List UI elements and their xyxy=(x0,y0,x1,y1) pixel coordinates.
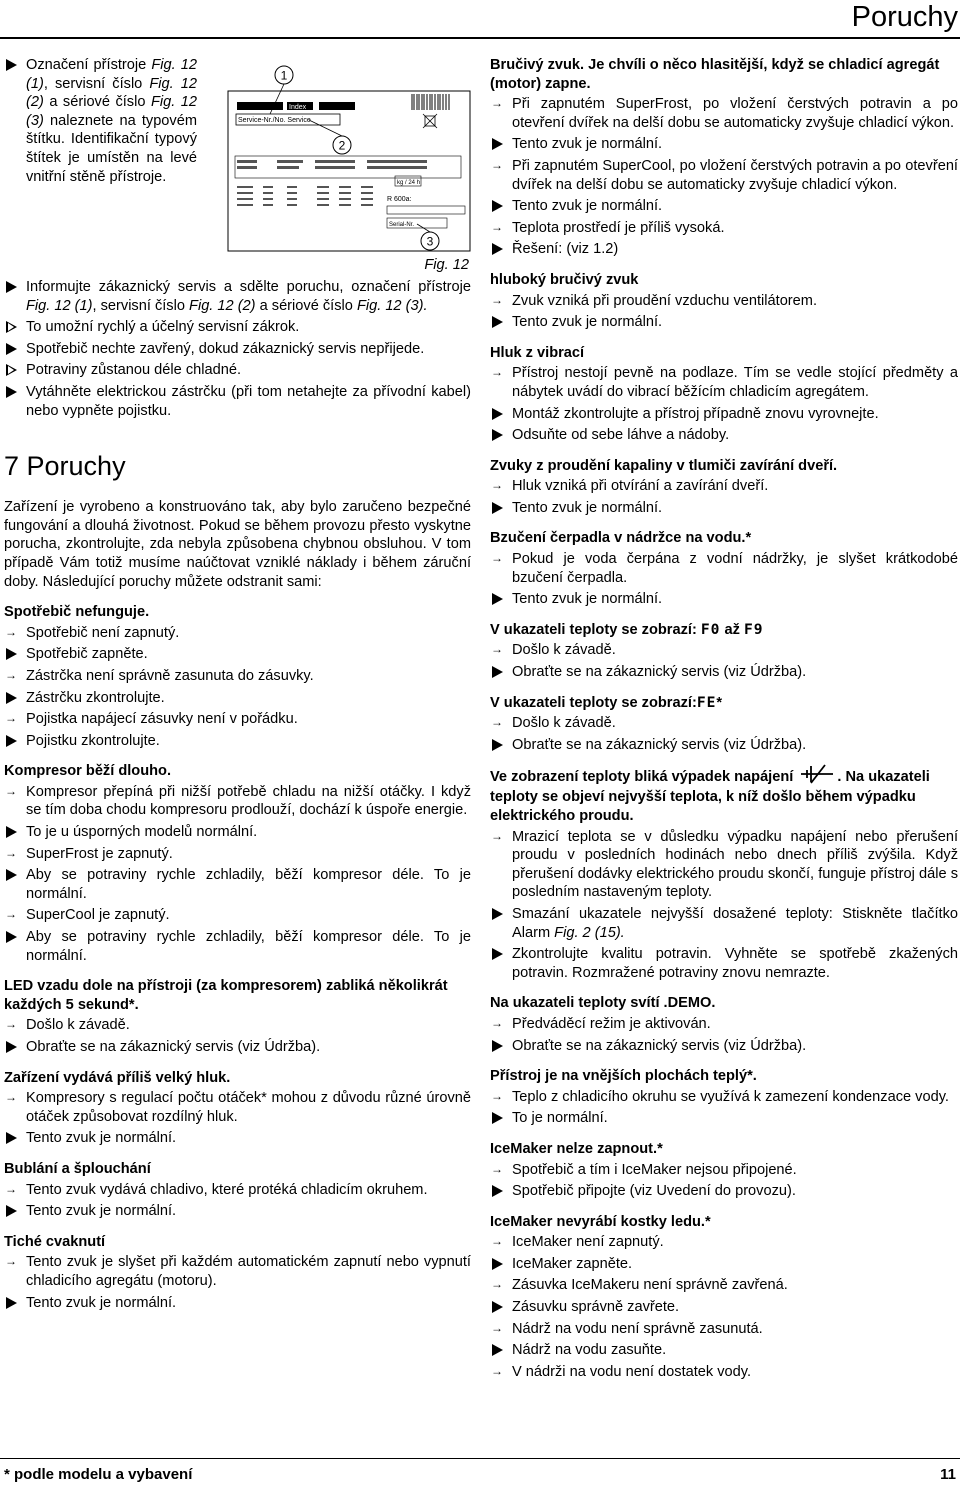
action-bullet-icon xyxy=(490,240,510,259)
power-failure-icon xyxy=(799,763,835,785)
section-intro: Zařízení je vyrobeno a konstruováno tak, aby bylo zaručeno bezpečné fungování a dlouhá životnost. Pokud se během provozu přesto vyskytne porucha, zkontrolujte, zda nebyla způsobena chybnou obsluhou. V tom případě Vám totiž musíme naúčtovat vzniklé náklady i během záruční doby. Následující poruchy můžete odstranit sami: xyxy=(4,499,471,590)
action-item xyxy=(490,499,958,518)
cause-item xyxy=(490,95,958,132)
item-text: Tento zvuk je slyšet při každém automatickém zapnutí nebo vypnutí chladicího agregátu (motoru). xyxy=(26,1254,471,1289)
action-item xyxy=(490,1341,958,1360)
problem-heading: Zvuky z proudění kapaliny v tlumiči zavírání dveří. xyxy=(490,457,838,474)
action-item xyxy=(490,736,958,755)
result-triangle-icon xyxy=(4,361,24,380)
action-bullet-icon xyxy=(490,426,510,445)
action-item xyxy=(490,1109,958,1128)
item-text: To umožní rychlý a účelný servisní zákrok. xyxy=(26,319,300,336)
section-heading: 7 Poruchy xyxy=(4,451,126,482)
action-item xyxy=(490,663,958,682)
action-bullet-icon xyxy=(490,499,510,518)
cause-arrow-icon xyxy=(490,1233,510,1252)
problem-heading: Spotřebič nefunguje. xyxy=(4,604,150,621)
figure-reference: Fig. 12 (1) xyxy=(26,57,197,92)
item-text: Spotřebič nechte zavřený, dokud zákaznický servis nepřijede. xyxy=(26,340,425,357)
action-bullet-icon xyxy=(4,866,24,885)
cause-item xyxy=(490,1276,958,1295)
left-instructions xyxy=(4,278,471,420)
item-text: Teplota prostředí je příliš vysoká. xyxy=(512,219,725,236)
problem-heading: Ve zobrazení teploty bliká výpadek napájení . Na ukazateli teploty se objeví nejvyšší teplota, k níž došlo během výpadku elektrického proudu. xyxy=(490,766,958,825)
action-item xyxy=(4,1202,471,1221)
item-text: Zkontrolujte kvalitu potravin. Vyhněte se spotřebě zkažených potravin. Rozmražené potraviny znovu nemrazte. xyxy=(512,946,958,981)
item-text: Kompresor přepíná při nižší potřebě chladu na nižší otáčky. I když se tím doba chodu kompresoru prodlouží, dochází k úspoře energie. xyxy=(26,783,471,819)
error-code: FE xyxy=(696,693,717,711)
result-triangle-icon xyxy=(4,318,24,337)
action-bullet-icon xyxy=(4,689,24,708)
item-text: Smazání ukazatele nejvyšší dosažené teploty: Stiskněte tlačítko Alarm Fig. 2 (15). xyxy=(512,905,958,941)
type-plate-figure xyxy=(4,56,471,278)
item-text: IceMaker není zapnutý. xyxy=(512,1234,664,1251)
item-text: Tento zvuk je normální. xyxy=(512,499,663,516)
page-number: 11 xyxy=(940,1466,956,1483)
cause-item xyxy=(490,828,958,902)
callout-2-label: 2 xyxy=(338,138,346,153)
item-text: IceMaker zapněte. xyxy=(512,1255,633,1272)
plate-service-label: Service-Nr./No. Service xyxy=(238,117,311,124)
cause-arrow-icon xyxy=(4,845,24,864)
item-text: Montáž zkontrolujte a přístroj případně znovu vyrovnejte. xyxy=(512,405,879,422)
cause-arrow-icon xyxy=(490,477,510,496)
cause-arrow-icon xyxy=(490,714,510,733)
action-bullet-icon xyxy=(4,1294,24,1313)
action-item xyxy=(490,1037,958,1056)
cause-arrow-icon xyxy=(490,1015,510,1034)
result-item xyxy=(4,361,471,380)
left-troubleshooting-list xyxy=(4,603,471,1312)
problem-heading: Bručivý zvuk. Je chvíli o něco hlasitější, když se chladicí agregát (motor) zapne. xyxy=(490,57,940,92)
figure-intro xyxy=(4,56,197,189)
item-text: Informujte zákaznický servis a sdělte poruchu, označení přístroje Fig. 12 (1), servisní číslo Fig. 12 (2) a sériové číslo Fig. 12 (3). xyxy=(26,279,471,314)
figure-intro-text: Označení přístroje Fig. 12 (1), servisní číslo Fig. 12 (2) a sériové číslo Fig. 12 (3) naleznete na typovém štítku. Identifikační typový štítek je umístěn na levé vnitřní stěně přístroje. xyxy=(26,57,197,185)
item-text: Obraťte se na zákaznický servis (viz Údržba). xyxy=(512,1037,807,1054)
action-item xyxy=(4,340,471,359)
cause-arrow-icon xyxy=(490,292,510,311)
action-item xyxy=(490,313,958,332)
result-item xyxy=(4,318,471,337)
item-text: Zástrčka není správně zasunuta do zásuvky. xyxy=(26,667,314,684)
item-text: To je u úsporných modelů normální. xyxy=(26,824,258,841)
problem-heading: Tiché cvaknutí xyxy=(4,1233,106,1250)
action-bullet-icon xyxy=(490,1037,510,1056)
action-item xyxy=(490,945,958,982)
item-text: Při zapnutém SuperFrost, po vložení čerstvých potravin a po otevření dvířek na delší dobu se automaticky zvyšuje chladicí výkon. xyxy=(512,96,958,131)
item-text: Tento zvuk je normální. xyxy=(26,1130,177,1147)
item-text: Nádrž na vodu zasuňte. xyxy=(512,1342,667,1359)
item-text: Řešení: (viz 1.2) xyxy=(512,241,619,258)
cause-arrow-icon xyxy=(4,1016,24,1035)
left-column xyxy=(4,56,471,1315)
figure-reference: Fig. 12 (2) xyxy=(26,75,197,111)
action-bullet-icon xyxy=(490,1255,510,1274)
bullet-icon xyxy=(4,56,24,75)
action-bullet-icon xyxy=(490,905,510,924)
action-bullet-icon xyxy=(490,945,510,964)
action-item xyxy=(490,905,958,942)
cause-arrow-icon xyxy=(4,1181,24,1200)
item-text: Tento zvuk je normální. xyxy=(512,591,663,608)
item-text: Tento zvuk je normální. xyxy=(26,1203,177,1220)
cause-item xyxy=(4,845,471,864)
cause-arrow-icon xyxy=(4,1089,24,1108)
item-text: Spotřebič připojte (viz Uvedení do provozu). xyxy=(512,1183,796,1200)
item-text: Pokud je voda čerpána z vodní nádržky, je slyšet krátkodobé bzučení čerpadla. xyxy=(512,551,958,586)
figure-reference: Fig. 12 (3). xyxy=(356,297,428,314)
item-text: Došlo k závadě. xyxy=(26,1017,130,1034)
callout-1-label: 1 xyxy=(280,68,288,83)
item-text: Spotřebič a tím i IceMaker nejsou připojené. xyxy=(512,1161,797,1178)
cause-arrow-icon xyxy=(490,364,510,383)
error-code: F0 xyxy=(700,620,721,638)
action-item xyxy=(490,426,958,445)
problem-heading: IceMaker nelze zapnout.* xyxy=(490,1140,663,1157)
cause-arrow-icon xyxy=(4,710,24,729)
problem-heading: Hluk z vibrací xyxy=(490,344,585,361)
cause-item xyxy=(490,1015,958,1034)
item-text: Zásuvka IceMakeru není správně zavřená. xyxy=(512,1277,788,1294)
item-text: Spotřebič není zapnutý. xyxy=(26,624,180,641)
cause-item xyxy=(490,641,958,660)
item-text: Zástrčku zkontrolujte. xyxy=(26,689,165,706)
cause-arrow-icon xyxy=(4,1253,24,1272)
cause-arrow-icon xyxy=(490,1363,510,1382)
cause-item xyxy=(490,1161,958,1180)
action-item xyxy=(490,240,958,259)
item-text: Obraťte se na zákaznický servis (viz Údržba). xyxy=(512,664,807,681)
action-bullet-icon xyxy=(490,135,510,154)
action-bullet-icon xyxy=(4,732,24,751)
figure-reference: Fig. 12 (3) xyxy=(26,94,197,129)
cause-item xyxy=(490,1320,958,1339)
action-bullet-icon xyxy=(490,197,510,216)
plate-r600a-label: R 600a: xyxy=(387,196,412,203)
item-text: Přístroj nestojí pevně na podlaze. Tím se vedle stojící předměty a nábytek uvádí do vibrací běžícím chladicím agregátem. xyxy=(512,365,958,400)
cause-item xyxy=(490,1233,958,1252)
action-bullet-icon xyxy=(490,405,510,424)
item-text: Kompresory s regulací počtu otáček* mohou z důvodu různé úrovně otáček způsobovat rozdílný hluk. xyxy=(26,1090,471,1125)
cause-item xyxy=(490,219,958,238)
action-bullet-icon xyxy=(490,1341,510,1360)
action-bullet-icon xyxy=(4,340,24,359)
action-item xyxy=(4,823,471,842)
cause-arrow-icon xyxy=(4,667,24,686)
item-text: Pojistka napájecí zásuvky není v pořádku. xyxy=(26,711,298,728)
action-item xyxy=(4,732,471,751)
cause-arrow-icon xyxy=(490,1088,510,1107)
item-text: Aby se potraviny rychle zchladily, běží kompresor déle. To je normální. xyxy=(26,867,471,902)
item-text: Tento zvuk je normální. xyxy=(512,314,663,331)
error-code: F9 xyxy=(743,620,764,638)
item-text: Spotřebič zapněte. xyxy=(26,646,148,663)
cause-arrow-icon xyxy=(4,624,24,643)
cause-item xyxy=(490,364,958,401)
cause-item xyxy=(4,710,471,729)
figure-reference: Fig. 2 (15). xyxy=(554,924,625,941)
action-bullet-icon xyxy=(490,1298,510,1317)
cause-item xyxy=(490,550,958,587)
figure-caption: Fig. 12 xyxy=(424,257,469,273)
figure-reference: Fig. 12 (1) xyxy=(26,297,93,314)
action-bullet-icon xyxy=(4,1038,24,1057)
problem-heading: V ukazateli teploty se zobrazí: F0 až F9 xyxy=(490,620,764,638)
cause-arrow-icon xyxy=(4,906,24,925)
item-text: Mrazicí teplota se v důsledku výpadku napájení nebo přerušení proudu v posledních hodinách nebo dnech příliš zvýšila. Když přerušení dodávky elektrického proudu skončí, funguje přístroj dále s posledním nastaveným teploty. xyxy=(512,828,958,901)
problem-heading: IceMaker nevyrábí kostky ledu.* xyxy=(490,1213,711,1230)
action-item xyxy=(4,645,471,664)
cause-arrow-icon xyxy=(490,1161,510,1180)
problem-heading: hluboký bručivý zvuk xyxy=(490,271,639,288)
action-bullet-icon xyxy=(4,1129,24,1148)
cause-arrow-icon xyxy=(490,95,510,114)
item-text: Teplo z chladicího okruhu se využívá k zamezení kondenzace vody. xyxy=(512,1088,949,1105)
cause-arrow-icon xyxy=(490,828,510,847)
cause-item xyxy=(490,714,958,733)
item-text: Potraviny zůstanou déle chladné. xyxy=(26,362,241,379)
item-text: Tento zvuk vydává chladivo, které protéká chladicím okruhem. xyxy=(26,1181,428,1198)
item-text: Obraťte se na zákaznický servis (viz Údržba). xyxy=(26,1039,321,1055)
cause-item xyxy=(490,1363,958,1382)
cause-item xyxy=(4,667,471,686)
cause-item xyxy=(490,157,958,194)
plate-kg24h-label: kg / 24 h xyxy=(397,180,421,186)
cause-item xyxy=(490,292,958,311)
action-bullet-icon xyxy=(490,736,510,755)
item-text: Obraťte se na zákaznický servis (viz Údržba). xyxy=(512,736,807,753)
item-text: Zásuvku správně zavřete. xyxy=(512,1299,680,1316)
cause-item xyxy=(490,477,958,496)
plate-serial-label: Serial-Nr. xyxy=(389,222,415,228)
item-text: Předváděcí režim je aktivován. xyxy=(512,1015,711,1032)
item-text: Při zapnutém SuperCool, po vložení čerstvých potravin a po otevření dvířek na delší dobu se automaticky zvyšuje chladicí výkon. xyxy=(512,157,958,193)
right-column xyxy=(490,56,958,1384)
action-item xyxy=(490,197,958,216)
action-item xyxy=(490,1182,958,1201)
problem-heading: Přístroj je na vnějších plochách teplý*. xyxy=(490,1068,757,1085)
action-item xyxy=(4,689,471,708)
action-bullet-icon xyxy=(490,590,510,609)
cause-item xyxy=(490,1088,958,1107)
cause-arrow-icon xyxy=(490,550,510,569)
action-bullet-icon xyxy=(4,278,24,297)
item-text: SuperFrost je zapnutý. xyxy=(26,845,173,862)
action-bullet-icon xyxy=(490,313,510,332)
cause-arrow-icon xyxy=(490,1320,510,1339)
cause-item xyxy=(4,1253,471,1290)
item-text: Hluk vzniká při otvírání a zavírání dveří. xyxy=(512,478,769,495)
problem-heading: Kompresor běží dlouho. xyxy=(4,763,172,780)
cause-arrow-icon xyxy=(490,1276,510,1295)
plate-index-label: Index xyxy=(289,104,307,111)
cause-item xyxy=(4,1016,471,1035)
item-text: Nádrž na vodu není správně zasunutá. xyxy=(512,1320,763,1337)
action-bullet-icon xyxy=(490,1109,510,1128)
item-text: To je normální. xyxy=(512,1110,608,1127)
action-item xyxy=(490,405,958,424)
action-item xyxy=(490,1298,958,1317)
action-item xyxy=(4,1129,471,1148)
item-text: Tento zvuk je normální. xyxy=(512,198,663,215)
cause-item xyxy=(4,906,471,925)
title-rule xyxy=(0,37,960,39)
action-bullet-icon xyxy=(4,383,24,402)
item-text: Tento zvuk je normální. xyxy=(512,136,663,153)
action-item xyxy=(4,866,471,903)
right-troubleshooting-list xyxy=(490,56,958,1381)
item-text: Došlo k závadě. xyxy=(512,715,616,732)
item-text: V nádrži na vodu není dostatek vody. xyxy=(512,1363,752,1380)
action-bullet-icon xyxy=(490,663,510,682)
action-item xyxy=(4,928,471,965)
cause-arrow-icon xyxy=(490,157,510,176)
problem-heading: Na ukazateli teploty svítí .DEMO. xyxy=(490,995,716,1012)
action-bullet-icon xyxy=(4,1202,24,1221)
item-text: Aby se potraviny rychle zchladily, běží kompresor déle. To je normální. xyxy=(26,929,471,964)
problem-heading: LED vzadu dole na přístroji (za kompresorem) zabliká několikrát každých 5 sekund*. xyxy=(4,978,448,1013)
problem-heading: Bzučení čerpadla v nádržce na vodu.* xyxy=(490,530,752,547)
cause-arrow-icon xyxy=(490,641,510,660)
problem-heading: Bublání a šplouchání xyxy=(4,1160,151,1177)
action-bullet-icon xyxy=(4,928,24,947)
action-item xyxy=(490,590,958,609)
cause-arrow-icon xyxy=(490,219,510,238)
item-text: Vytáhněte elektrickou zástrčku (při tom netahejte za přívodní kabel) nebo vypněte pojistku. xyxy=(26,383,471,419)
action-item xyxy=(4,383,471,420)
footnote: * podle modelu a vybavení xyxy=(4,1466,193,1483)
callout-3-label: 3 xyxy=(426,234,434,249)
list-item xyxy=(4,56,197,186)
item-text: Tento zvuk je normální. xyxy=(26,1294,177,1311)
cause-item xyxy=(4,624,471,643)
problem-heading: V ukazateli teploty se zobrazí:FE* xyxy=(490,693,723,711)
item-text: Pojistku zkontrolujte. xyxy=(26,732,160,749)
footer-rule xyxy=(0,1458,960,1459)
cause-item xyxy=(4,1181,471,1200)
cause-item xyxy=(4,783,471,820)
item-text: Odsuňte od sebe láhve a nádoby. xyxy=(512,427,730,444)
action-item xyxy=(490,1255,958,1274)
cause-item xyxy=(4,1089,471,1126)
action-bullet-icon xyxy=(490,1182,510,1201)
cause-arrow-icon xyxy=(4,783,24,802)
action-bullet-icon xyxy=(4,645,24,664)
item-text: Došlo k závadě. xyxy=(512,642,616,659)
item-text: Zvuk vzniká při proudění vzduchu ventilátorem. xyxy=(512,292,817,309)
item-text: SuperCool je zapnutý. xyxy=(26,907,170,924)
action-item xyxy=(4,1038,471,1057)
action-item xyxy=(4,1294,471,1313)
figure-reference: Fig. 12 (2) xyxy=(189,297,256,314)
action-item xyxy=(490,135,958,154)
problem-heading: Zařízení vydává příliš velký hluk. xyxy=(4,1069,231,1086)
page-title: Poruchy xyxy=(851,1,958,33)
action-item xyxy=(4,278,471,315)
action-bullet-icon xyxy=(4,823,24,842)
